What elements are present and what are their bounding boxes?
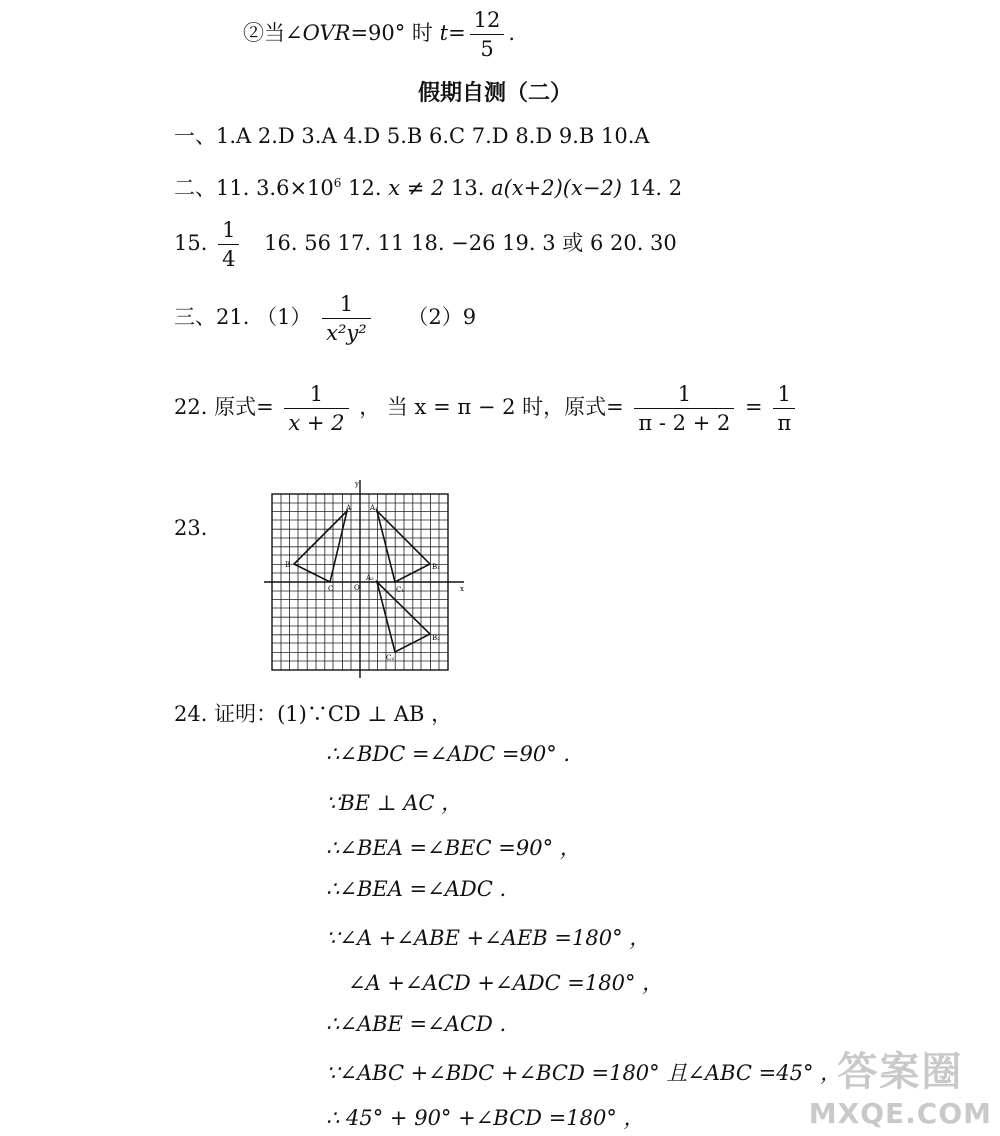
top-t: t xyxy=(439,21,449,45)
coordinate-grid-figure xyxy=(262,476,472,680)
label-b2: B₂ xyxy=(432,634,440,642)
top-frac-num: 12 xyxy=(470,8,505,35)
proof-line-5: ∴∠BEA =∠ADC . xyxy=(326,877,507,901)
row22-label: 22. 原式= xyxy=(174,395,274,419)
row-15 xyxy=(174,218,677,271)
watermark-bottom: MXQE.COM xyxy=(808,1097,992,1130)
label-b: B xyxy=(285,561,291,569)
s2-e: a(x+2)(x−2) xyxy=(491,176,622,200)
row22-fraction-1 xyxy=(284,382,348,435)
label-origin: O xyxy=(354,584,360,592)
page-title: 假期自测（二） xyxy=(418,80,573,106)
label-c: C xyxy=(328,585,334,593)
row22-num3: 1 xyxy=(773,382,795,409)
label-c2: C₂ xyxy=(386,654,395,662)
top-eq: =90° 时 xyxy=(350,21,440,45)
proof-line-6: ∵∠A +∠ABE +∠AEB =180° ， xyxy=(326,926,651,950)
row-22 xyxy=(174,382,799,435)
top-fraction xyxy=(470,8,505,61)
label-x: x xyxy=(460,585,464,593)
label-a: A xyxy=(346,504,352,512)
s2-f: 14. 2 xyxy=(622,176,683,200)
proof-line-10: ∴ 45° + 90° +∠BCD =180° ， xyxy=(326,1106,645,1130)
s2-a: 二、11. 3.6×10 xyxy=(174,176,334,200)
label-c1: C₁ xyxy=(396,586,405,594)
watermark-top: 答案圈 xyxy=(837,1049,964,1095)
row-23-label: 23. xyxy=(174,516,208,540)
proof-line-2: ∴∠BDC =∠ADC =90° . xyxy=(326,742,571,766)
s2-sup: 6 xyxy=(333,176,342,190)
row15-label: 15. xyxy=(174,231,208,255)
proof-line-8: ∴∠ABE =∠ACD . xyxy=(326,1012,507,1036)
row22-eq: = xyxy=(745,395,770,419)
row-21 xyxy=(174,292,476,345)
top-end: . xyxy=(508,21,516,45)
row22-mid: ， 当 x = π − 2 时，原式= xyxy=(359,395,624,419)
proof-line-4: ∴∠BEA =∠BEC =90° ， xyxy=(326,836,581,860)
row22-num1: 1 xyxy=(284,382,348,409)
row21-num: 1 xyxy=(322,292,371,319)
proof-line-3: ∵BE ⊥ AC ， xyxy=(326,791,463,815)
row21-label: 三、21. （1） xyxy=(174,305,312,329)
row22-den2: π - 2 + 2 xyxy=(638,411,731,435)
proof-line-1: 24. 证明：(1)∵CD ⊥ AB ， xyxy=(174,702,453,726)
s2-d: 13. xyxy=(444,176,492,200)
top-ovr: OVR xyxy=(302,21,351,45)
row15-rest: 16. 56 17. 11 18. −26 19. 3 或 6 20. 30 xyxy=(264,231,677,255)
row22-fraction-3 xyxy=(773,382,795,435)
section-1-answers: 一、1.A 2.D 3.A 4.D 5.B 6.C 7.D 8.D 9.B 10.A xyxy=(174,124,650,148)
label-a1: A₁ xyxy=(370,504,378,512)
proof-line-9: ∵∠ABC +∠BDC +∠BCD =180° 且∠ABC =45° ， xyxy=(326,1061,842,1085)
row21-den: x²y² xyxy=(326,321,367,345)
proof-line-7: ∠A +∠ACD +∠ADC =180° ， xyxy=(348,971,664,995)
top-eq2: = xyxy=(448,21,466,45)
label-b1: B₁ xyxy=(432,563,440,571)
row22-den1: x + 2 xyxy=(288,411,345,435)
line-top xyxy=(243,8,515,61)
row21-rest: （2）9 xyxy=(407,305,477,329)
label-y: y xyxy=(355,480,359,488)
row15-num: 1 xyxy=(218,218,239,245)
top-prefix: ②当∠ xyxy=(243,21,303,45)
row22-num2: 1 xyxy=(634,382,734,409)
watermark xyxy=(809,1040,992,1130)
label-a2: A₂ xyxy=(366,574,374,582)
s2-b: 12. xyxy=(341,176,389,200)
row22-fraction-2 xyxy=(634,382,734,435)
row22-den3: π xyxy=(777,411,792,435)
s2-c: x ≠ 2 xyxy=(388,176,445,200)
section-2-answers xyxy=(174,172,682,202)
row15-fraction xyxy=(218,218,239,271)
row15-den: 4 xyxy=(222,247,236,271)
row21-fraction xyxy=(322,292,371,345)
top-frac-den: 5 xyxy=(480,37,494,61)
